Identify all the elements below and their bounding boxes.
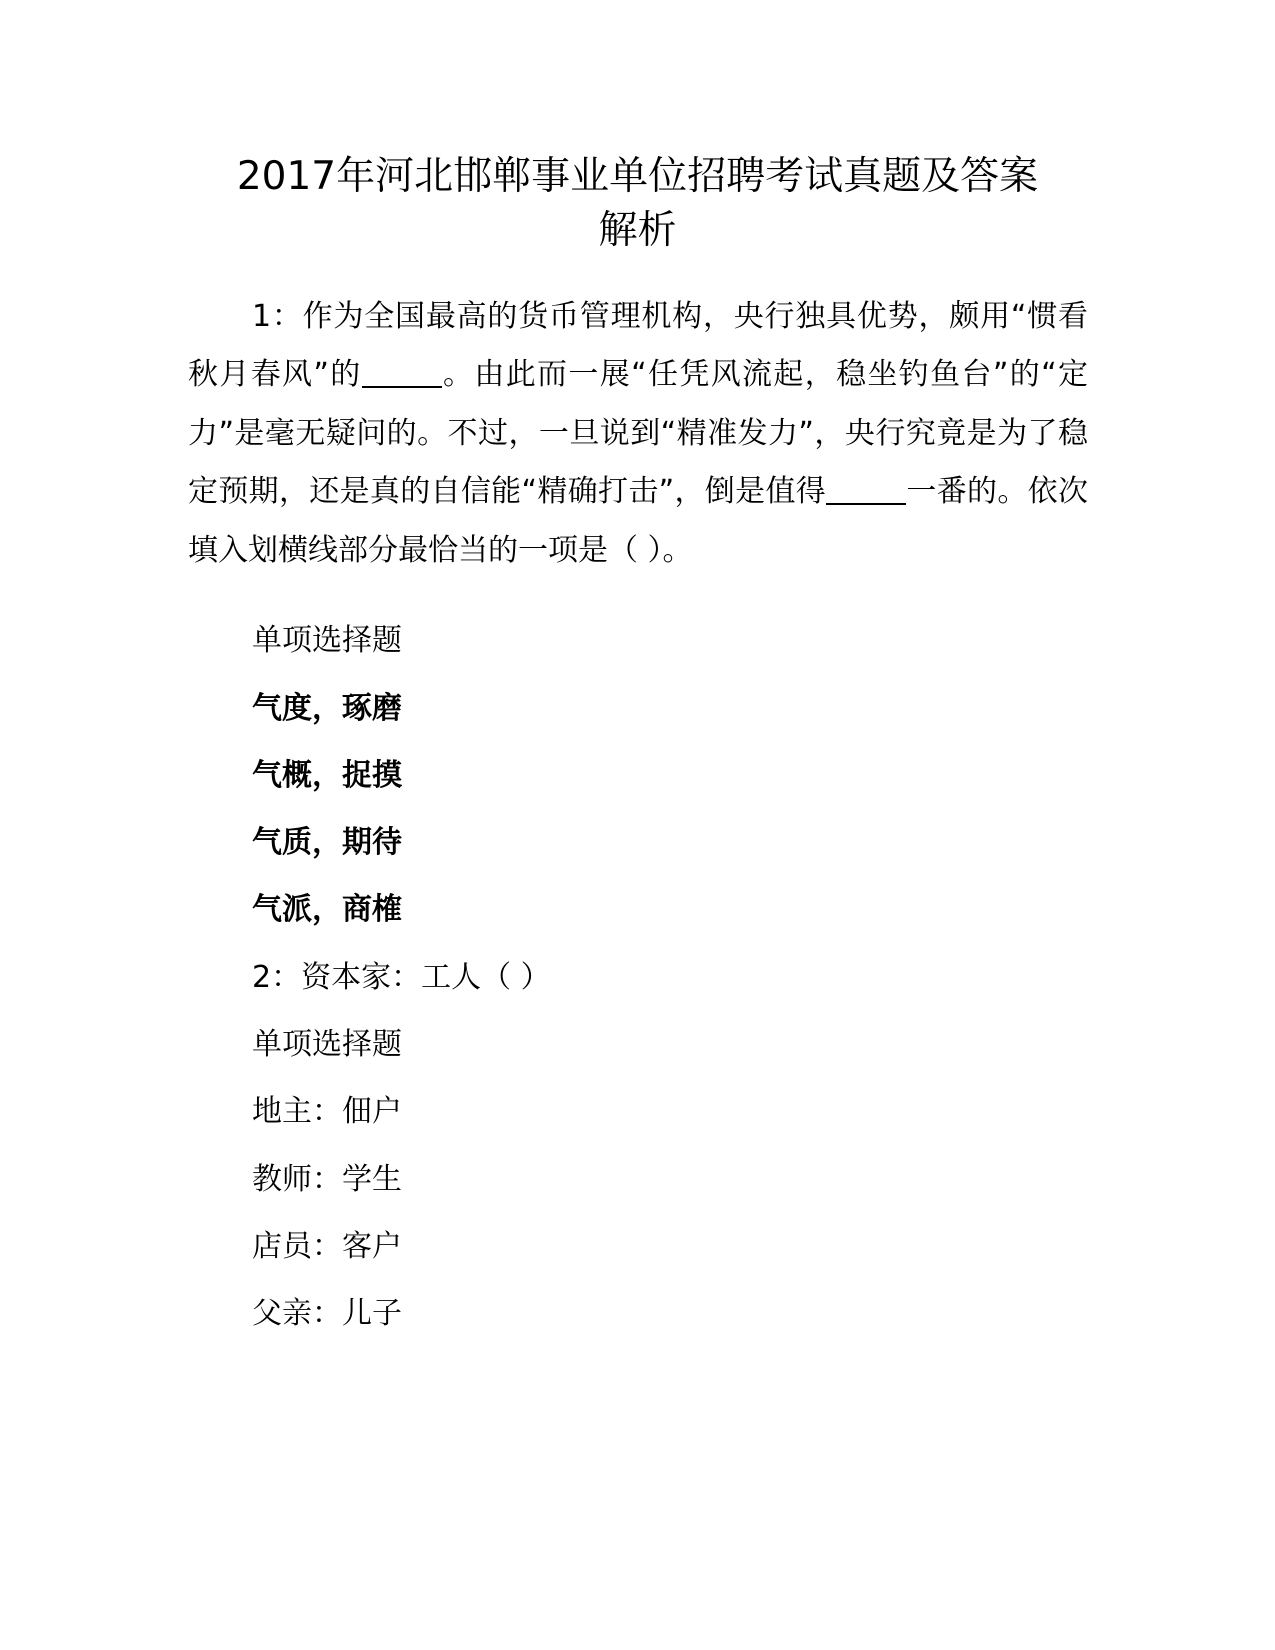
question-1-text-part-1: 1：作为全国最高的货币管理机构，央行独具优势，颇用“惯看秋月春风”的 — [188, 299, 1088, 393]
question-2-option-c: 店员：客户 — [252, 1229, 402, 1264]
question-1-text — [188, 288, 1088, 580]
question-2-option-a: 地主：佃户 — [252, 1094, 402, 1129]
question-1-option-d: 气派，商榷 — [252, 892, 402, 927]
question-1-blank-2 — [826, 473, 906, 505]
question-1-option-a: 气度，琢磨 — [252, 691, 402, 726]
question-2-type-label: 单项选择题 — [252, 1027, 402, 1062]
question-1-text-part-3: 一番的。依次填入划横线部分最恰当的一项是（ ）。 — [188, 474, 1089, 568]
document-title-line-1: 2017年河北邯郸事业单位招聘考试真题及答案 — [236, 154, 1039, 199]
question-1-type-label: 单项选择题 — [252, 623, 402, 658]
question-2-option-d: 父亲：儿子 — [252, 1296, 402, 1331]
question-1-option-b: 气概，捉摸 — [252, 758, 402, 793]
question-1-blank-1 — [362, 356, 442, 388]
document-title-line-2: 解析 — [598, 208, 677, 253]
question-2-option-b: 教师：学生 — [252, 1162, 402, 1197]
question-1-option-c: 气质，期待 — [252, 825, 402, 860]
question-1-text-part-2: 。由此而一展“任凭风流起，稳坐钓鱼台”的“定力”是毫无疑问的。不过，一旦说到“精准发力”，央行究竟是为了稳定预期，还是真的自信能“精确打击”，倒是值得 — [188, 357, 1088, 510]
question-2-text: 2：资本家：工人（ ） — [252, 960, 551, 995]
